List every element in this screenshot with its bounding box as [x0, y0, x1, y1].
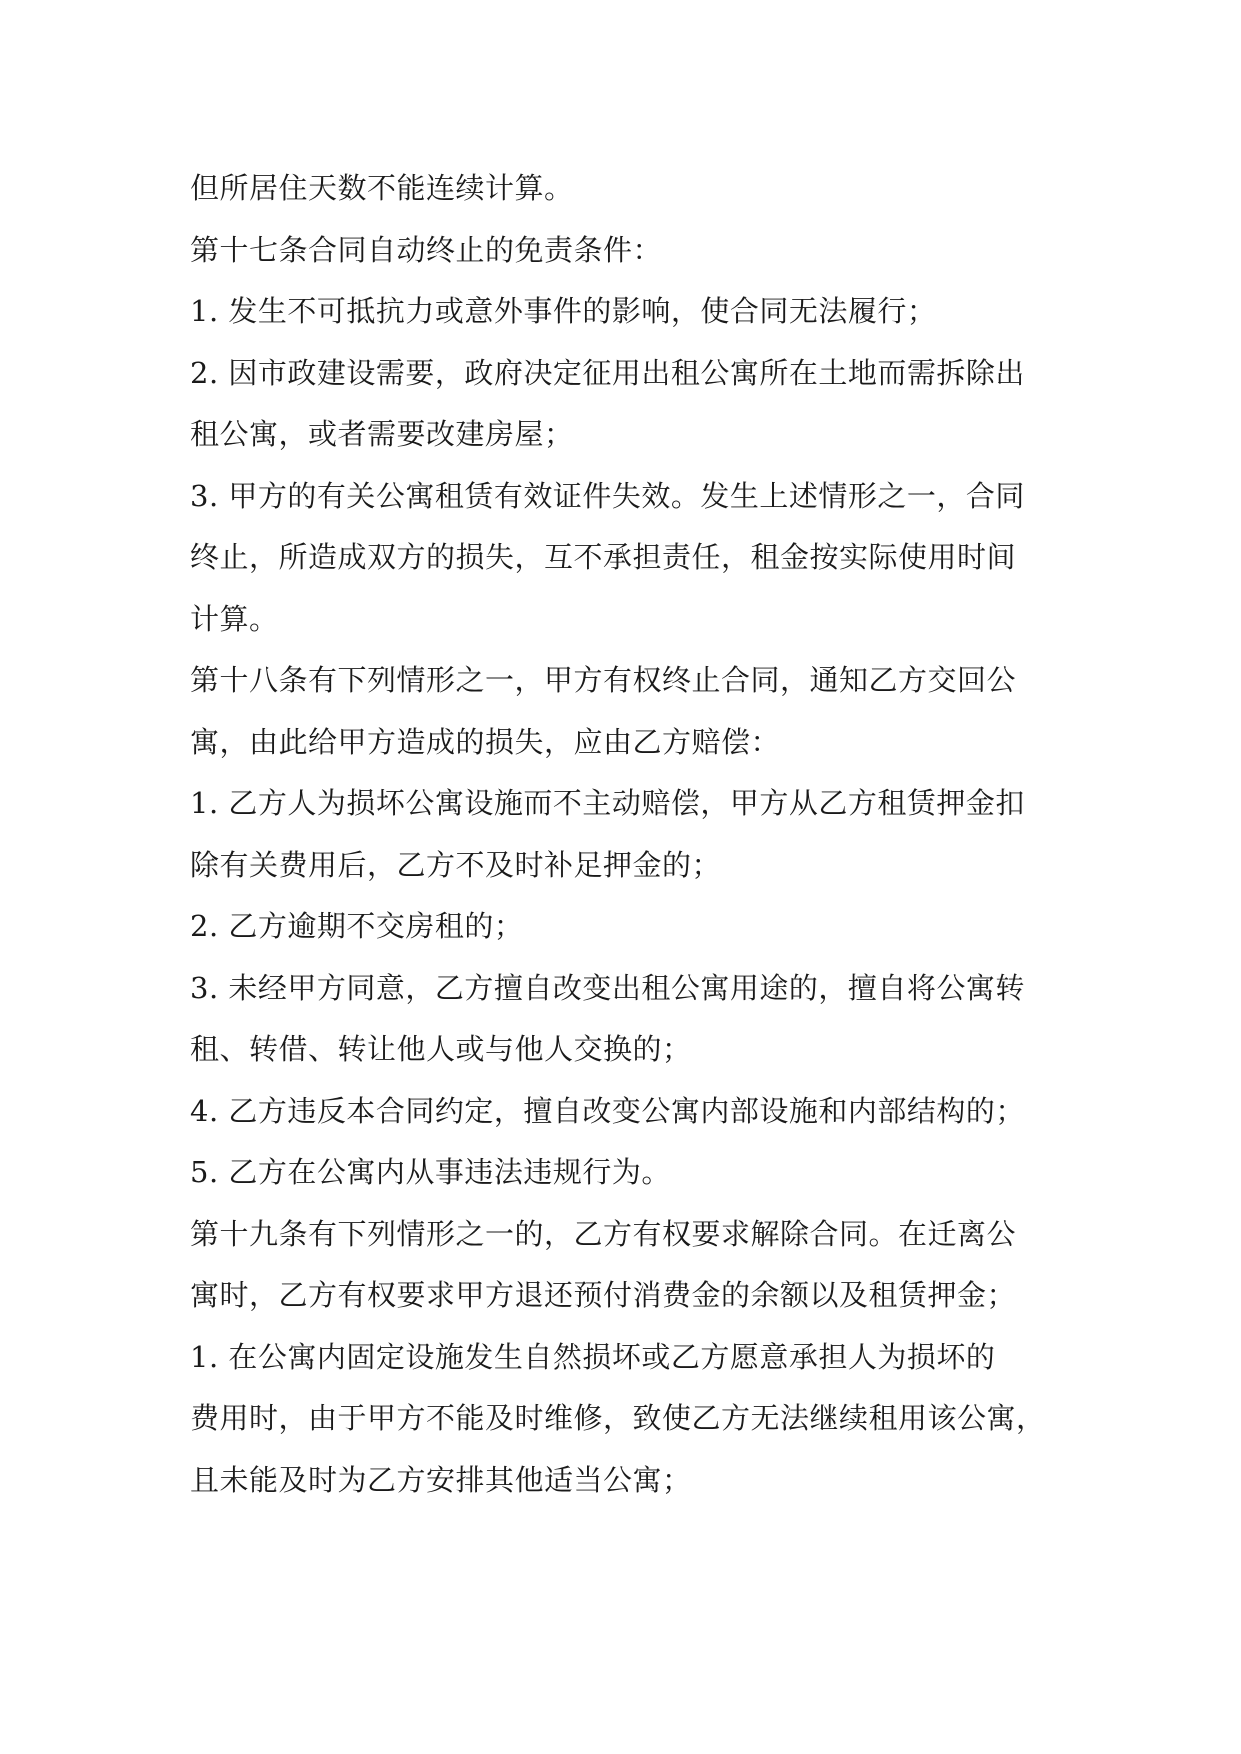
text-line: 除有关费用后，乙方不及时补足押金的； — [190, 847, 722, 882]
text-line: 4. 乙方违反本合同约定，擅自改变公寓内部设施和内部结构的； — [190, 1093, 1025, 1128]
text-line: 且未能及时为乙方安排其他适当公寓； — [190, 1462, 692, 1497]
text-line: 1. 在公寓内固定设施发生自然损坏或乙方愿意承担人为损坏的 — [190, 1339, 996, 1374]
text-line: 5. 乙方在公寓内从事违法违规行为。 — [190, 1155, 671, 1189]
text-line: 租、转借、转让他人或与他人交换的； — [190, 1032, 692, 1066]
text-line: 租公寓，或者需要改建房屋； — [190, 417, 574, 451]
text-line: 终止，所造成双方的损失，互不承担责任，租金按实际使用时间 — [190, 540, 1017, 574]
text-line: 2. 乙方逾期不交房租的； — [190, 909, 524, 943]
text-line: 寓时，乙方有权要求甲方退还预付消费金的余额以及租赁押金； — [190, 1278, 1017, 1312]
article-19-heading: 第十九条有下列情形之一的，乙方有权要求解除合同。在迁离公 — [190, 1216, 1017, 1251]
text-line: 但所居住天数不能连续计算。 — [190, 171, 574, 205]
text-line: 1. 乙方人为损坏公寓设施而不主动赔偿，甲方从乙方租赁押金扣 — [190, 786, 1025, 820]
text-line: 1. 发生不可抵抗力或意外事件的影响，使合同无法履行； — [190, 294, 937, 328]
text-line: 3. 甲方的有关公寓租赁有效证件失效。发生上述情形之一，合同 — [190, 478, 1025, 513]
text-line: 寓，由此给甲方造成的损失，应由乙方赔偿： — [190, 724, 781, 759]
text-line: 3. 未经甲方同意，乙方擅自改变出租公寓用途的，擅自将公寓转 — [190, 970, 1025, 1005]
contract-text-body — [190, 158, 1070, 1511]
article-17-heading: 第十七条合同自动终止的免责条件： — [190, 232, 663, 267]
text-line: 费用时，由于甲方不能及时维修，致使乙方无法继续租用该公寓， — [190, 1401, 1046, 1435]
article-18-heading: 第十八条有下列情形之一，甲方有权终止合同，通知乙方交回公 — [190, 663, 1017, 697]
text-line: 2. 因市政建设需要，政府决定征用出租公寓所在土地而需拆除出 — [190, 355, 1025, 390]
text-line: 计算。 — [190, 601, 279, 636]
